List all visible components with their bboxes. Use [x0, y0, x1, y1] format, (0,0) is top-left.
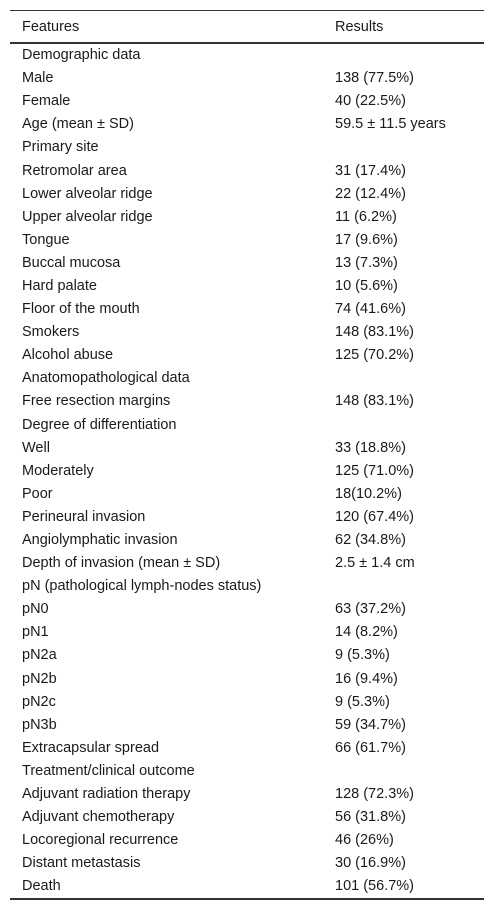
result-cell: 46 (26%): [335, 832, 394, 849]
table-row: [10, 298, 484, 321]
table-row: [10, 644, 484, 667]
table-row: [10, 783, 484, 806]
feature-cell: Adjuvant radiation therapy: [22, 786, 191, 803]
result-cell: 10 (5.6%): [335, 277, 398, 294]
feature-cell: Lower alveolar ridge: [22, 185, 153, 202]
result-cell: [327, 760, 484, 783]
table-row: [10, 67, 484, 90]
feature-cell: Demographic data: [22, 47, 141, 64]
result-cell: 125 (70.2%): [335, 347, 414, 364]
result-cell: [327, 414, 484, 437]
header-features: Features: [22, 18, 80, 35]
feature-cell: Retromolar area: [22, 162, 127, 179]
result-cell: 40 (22.5%): [335, 93, 406, 110]
result-cell: 138 (77.5%): [335, 70, 414, 87]
table-row: [10, 575, 484, 598]
table-row: [10, 206, 484, 229]
feature-cell: Locoregional recurrence: [22, 832, 179, 849]
table-row: [10, 252, 484, 275]
result-cell: 33 (18.8%): [335, 439, 406, 456]
feature-cell: Death: [22, 878, 61, 895]
result-cell: 18(10.2%): [335, 485, 402, 502]
result-cell: 9 (5.3%): [335, 693, 390, 710]
feature-cell: Distant metastasis: [22, 855, 141, 872]
result-cell: 22 (12.4%): [335, 185, 406, 202]
table-header-row: [10, 11, 484, 44]
result-cell: 17 (9.6%): [335, 231, 398, 248]
result-cell: 120 (67.4%): [335, 508, 414, 525]
table-row: [10, 460, 484, 483]
result-cell: 148 (83.1%): [335, 393, 414, 410]
feature-cell: Buccal mucosa: [22, 254, 121, 271]
features-results-table: [10, 10, 484, 900]
result-cell: 66 (61.7%): [335, 739, 406, 756]
table-row: [10, 598, 484, 621]
result-cell: [327, 367, 484, 390]
result-cell: 125 (71.0%): [335, 462, 414, 479]
feature-cell: Perineural invasion: [22, 508, 146, 525]
feature-cell: Primary site: [22, 139, 99, 156]
feature-cell: Treatment/clinical outcome: [22, 762, 195, 779]
result-cell: 128 (72.3%): [335, 786, 414, 803]
feature-cell: Angiolymphatic invasion: [22, 532, 178, 549]
result-cell: 74 (41.6%): [335, 301, 406, 318]
feature-cell: Upper alveolar ridge: [22, 208, 153, 225]
feature-cell: pN2b: [22, 670, 57, 687]
feature-cell: Male: [22, 70, 54, 87]
feature-cell: Alcohol abuse: [22, 347, 114, 364]
feature-cell: Floor of the mouth: [22, 301, 140, 318]
table-row: [10, 229, 484, 252]
feature-cell: pN3b: [22, 716, 57, 733]
feature-cell: pN0: [22, 601, 49, 618]
result-cell: 59 (34.7%): [335, 716, 406, 733]
feature-cell: Age (mean ± SD): [22, 116, 134, 133]
table-row: [10, 390, 484, 413]
feature-cell: Adjuvant chemotherapy: [22, 809, 175, 826]
table-row: [10, 136, 484, 159]
table-row: [10, 852, 484, 875]
feature-cell: Degree of differentiation: [22, 416, 177, 433]
feature-cell: Anatomopathological data: [22, 370, 190, 387]
table-row: [10, 483, 484, 506]
table-row: [10, 506, 484, 529]
feature-cell: Hard palate: [22, 277, 97, 294]
feature-cell: Free resection margins: [22, 393, 171, 410]
table-row: [10, 90, 484, 113]
result-cell: 148 (83.1%): [335, 324, 414, 341]
table-row: [10, 437, 484, 460]
table-row: [10, 529, 484, 552]
feature-cell: Tongue: [22, 231, 70, 248]
result-cell: 63 (37.2%): [335, 601, 406, 618]
table-body: [10, 43, 484, 899]
result-cell: 9 (5.3%): [335, 647, 390, 664]
table-row: [10, 159, 484, 182]
result-cell: 13 (7.3%): [335, 254, 398, 271]
result-cell: 62 (34.8%): [335, 532, 406, 549]
table-row: [10, 552, 484, 575]
result-cell: 2.5 ± 1.4 cm: [335, 555, 415, 572]
feature-cell: pN1: [22, 624, 49, 641]
feature-cell: Smokers: [22, 324, 80, 341]
result-cell: 101 (56.7%): [335, 878, 414, 895]
features-results-table-container: [10, 10, 484, 900]
table-row: [10, 344, 484, 367]
header-results: Results: [335, 18, 384, 35]
table-row: [10, 367, 484, 390]
feature-cell: Female: [22, 93, 71, 110]
table-row: [10, 806, 484, 829]
table-row: [10, 668, 484, 691]
result-cell: 16 (9.4%): [335, 670, 398, 687]
result-cell: 30 (16.9%): [335, 855, 406, 872]
table-row: [10, 113, 484, 136]
table-row: [10, 414, 484, 437]
feature-cell: Moderately: [22, 462, 94, 479]
table-row: [10, 621, 484, 644]
table-row: [10, 43, 484, 67]
result-cell: 56 (31.8%): [335, 809, 406, 826]
result-cell: 59.5 ± 11.5 years: [335, 116, 446, 133]
feature-cell: pN (pathological lymph-nodes status): [22, 578, 262, 595]
result-cell: 14 (8.2%): [335, 624, 398, 641]
table-row: [10, 691, 484, 714]
table-row: [10, 829, 484, 852]
table-row: [10, 714, 484, 737]
table-row: [10, 875, 484, 899]
result-cell: 11 (6.2%): [335, 208, 397, 225]
feature-cell: pN2a: [22, 647, 57, 664]
feature-cell: Extracapsular spread: [22, 739, 160, 756]
table-row: [10, 183, 484, 206]
table-row: [10, 321, 484, 344]
result-cell: [327, 575, 484, 598]
table-row: [10, 275, 484, 298]
table-row: [10, 760, 484, 783]
feature-cell: Well: [22, 439, 50, 456]
result-cell: 31 (17.4%): [335, 162, 406, 179]
feature-cell: pN2c: [22, 693, 56, 710]
result-cell: [327, 43, 484, 67]
feature-cell: Poor: [22, 485, 53, 502]
result-cell: [327, 136, 484, 159]
feature-cell: Depth of invasion (mean ± SD): [22, 555, 221, 572]
table-row: [10, 737, 484, 760]
